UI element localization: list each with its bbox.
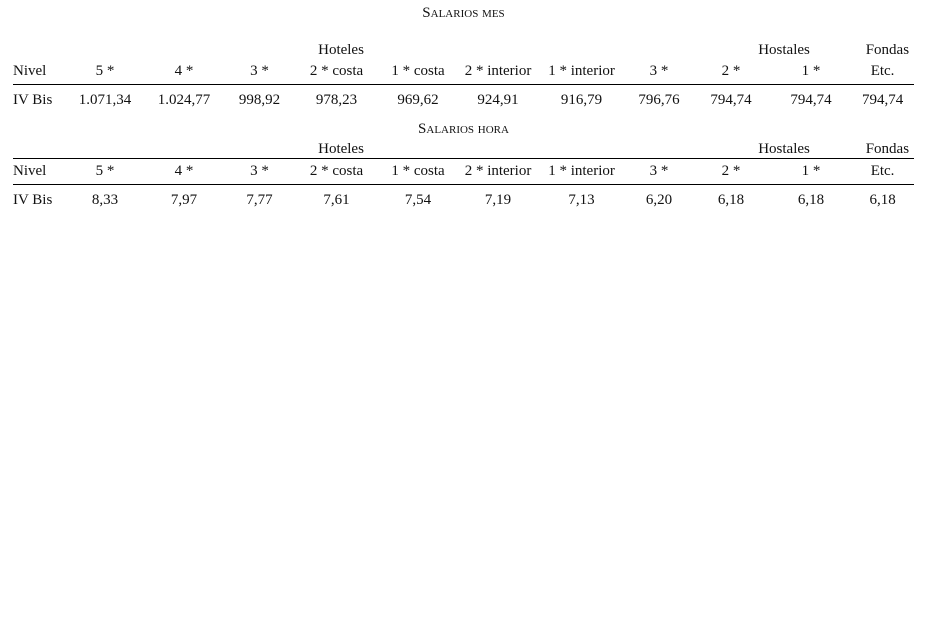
group-hostales: Hostales (758, 141, 810, 157)
salarios-hora-title: Salarios hora (418, 121, 509, 137)
group-header-row (13, 39, 914, 59)
group-fondas: Fondas (865, 42, 910, 58)
salarios-hora-table (13, 138, 914, 216)
column-header: 4 * (146, 59, 222, 85)
table-cell: 978,23 (315, 92, 358, 108)
group-fondas: Fondas (865, 141, 910, 157)
table-cell: 6,20 (645, 192, 673, 208)
table-row (13, 185, 914, 217)
column-header: 2 * costa (297, 59, 376, 85)
column-header: 1 * interior (536, 59, 627, 85)
table-cell: 998,92 (238, 92, 281, 108)
table-row (13, 85, 914, 117)
column-header-row (13, 159, 914, 185)
table-cell: 7,97 (170, 192, 198, 208)
column-header: 2 * (691, 59, 771, 85)
table-cell: 794,74 (710, 92, 752, 108)
group-header-row (13, 138, 914, 159)
column-header: Nivel (13, 159, 64, 185)
table-cell: 7,19 (484, 192, 512, 208)
column-header: 2 * costa (297, 159, 376, 185)
table-cell: 6,18 (869, 192, 896, 208)
table-cell: 794,74 (790, 92, 832, 108)
group-hoteles: Hoteles (318, 42, 364, 58)
table-cell: IV Bis (13, 192, 53, 208)
column-header: 1 * interior (536, 159, 627, 185)
column-header: 1 * costa (376, 159, 460, 185)
table-cell: 7,54 (404, 192, 432, 208)
table-cell: 6,18 (797, 192, 825, 208)
column-header: 1 * costa (376, 59, 460, 85)
table-cell: 924,91 (477, 92, 519, 108)
column-header: 2 * interior (460, 159, 536, 185)
table-cell: 969,62 (397, 92, 439, 108)
column-header: 5 * (64, 159, 146, 185)
group-hoteles: Hoteles (318, 141, 364, 157)
table-cell: 7,77 (246, 192, 273, 208)
group-hostales: Hostales (758, 42, 810, 58)
table-cell: 794,74 (861, 92, 904, 108)
salarios-mes-table (13, 39, 914, 116)
table-cell: 7,61 (323, 192, 350, 208)
column-header: Etc. (851, 159, 914, 185)
salarios-mes-title: Salarios mes (422, 5, 505, 21)
column-header-row (13, 59, 914, 85)
column-header: Etc. (851, 59, 914, 85)
column-header: 1 * (771, 159, 851, 185)
table-cell: 7,13 (568, 192, 595, 208)
column-header: 3 * (627, 159, 691, 185)
column-header: 3 * (222, 159, 297, 185)
table-cell: 8,33 (91, 192, 119, 208)
column-header: Nivel (13, 59, 64, 85)
column-header: 3 * (222, 59, 297, 85)
table-cell: 1.024,77 (157, 92, 211, 108)
table-cell: 1.071,34 (78, 92, 132, 108)
table-cell: 796,76 (638, 92, 680, 108)
table-cell: 6,18 (717, 192, 745, 208)
column-header: 2 * interior (460, 59, 536, 85)
column-header: 4 * (146, 159, 222, 185)
table-cell: IV Bis (13, 92, 53, 108)
column-header: 1 * (771, 59, 851, 85)
column-header: 2 * (691, 159, 771, 185)
column-header: 3 * (627, 59, 691, 85)
table-cell: 916,79 (560, 92, 603, 108)
column-header: 5 * (64, 59, 146, 85)
